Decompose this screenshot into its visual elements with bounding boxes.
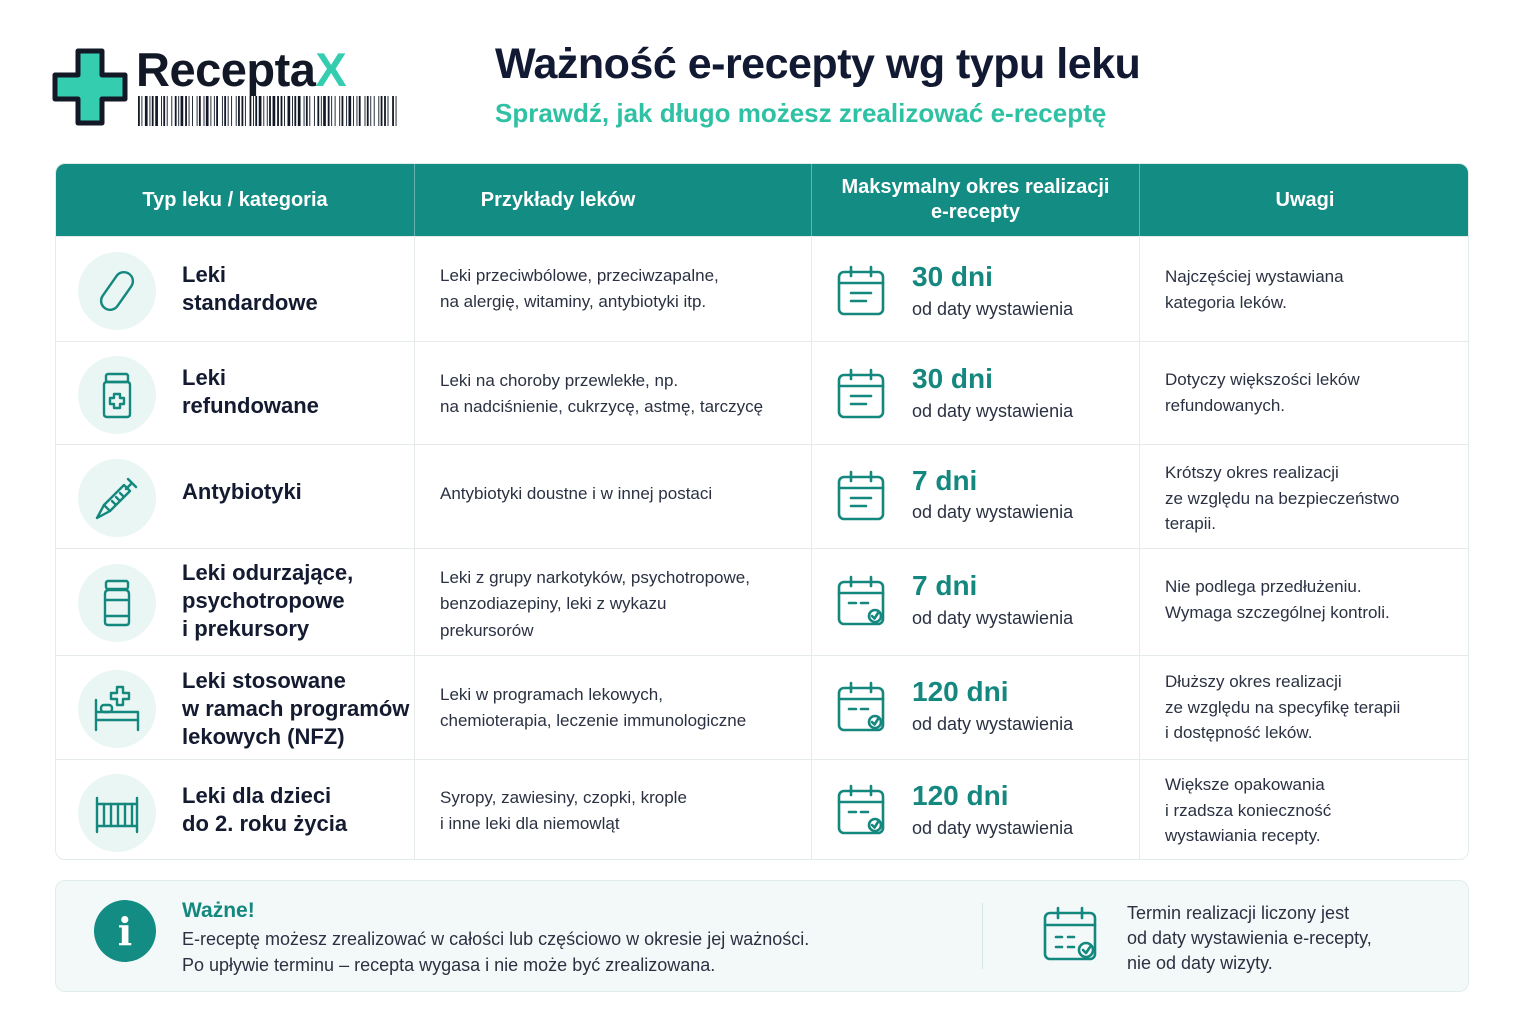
validity-from: od daty wystawienia [912,608,1074,628]
drug-examples: Leki z grupy narkotyków, psychotropowe, benzodiazepiny, leki z wykazu prekursorów [440,568,750,640]
validity-from: od daty wystawienia [912,818,1074,838]
cell-notes [1140,656,1469,759]
cell-examples [415,237,812,341]
page-subtitle: Sprawdź, jak długo możesz zrealizować e-receptę [495,98,1107,128]
info-divider [982,903,983,969]
header-notes [1140,164,1469,236]
table-row [56,655,1469,759]
validity-from: od daty wystawienia [912,299,1074,319]
cell-period [812,445,1140,548]
barcode-icon [138,96,398,126]
info-right-text: Termin realizacji liczony jest od daty wystawienia e-recepty, nie od daty wizyty. [1127,903,1372,974]
cell-type [56,342,415,444]
medical-cross-icon [52,48,128,126]
info-icon: i [94,900,156,962]
medicine-bottle-plus-icon [78,356,156,434]
hospital-bed-icon [78,670,156,748]
row-notes: Dłuższy okres realizacji ze względu na specyfikę terapii i dostępność leków. [1165,672,1401,742]
cell-period [812,237,1140,341]
drug-examples: Leki w programach lekowych, chemioterapia, leczenie immunologiczne [440,685,747,731]
table-row [56,759,1469,860]
validity-from: od daty wystawienia [912,714,1074,734]
brand-name-main: Recepta [136,43,316,96]
info-title: Ważne! [182,899,255,922]
cell-examples [415,656,812,759]
calendar-icon [836,470,886,522]
cell-examples [415,445,812,548]
cell-period [812,342,1140,444]
row-notes: Większe opakowania i rzadsza konieczność wystawiania recepty. [1165,775,1332,845]
validity-days: 30 dni [912,261,993,292]
cell-type [56,445,415,548]
brand-name-accent: X [315,43,347,96]
cell-type [56,656,415,759]
validity-days: 7 dni [912,465,978,496]
logo [52,44,412,134]
cell-period [812,656,1140,759]
cell-notes [1140,760,1469,860]
cell-period [812,549,1140,655]
info-box [55,880,1469,992]
table-row [56,444,1469,548]
cell-notes [1140,342,1469,444]
calendar-icon [836,265,886,317]
cell-notes [1140,549,1469,655]
cell-notes [1140,445,1469,548]
drug-type-label: Leki standardowe [182,262,318,315]
table-row [56,548,1469,655]
row-notes: Dotyczy większości leków refundowanych. [1165,370,1360,415]
row-notes: Krótszy okres realizacji ze względu na bezpieczeństwo terapii. [1165,463,1400,533]
medicine-jar-icon [78,564,156,642]
header-notes-label: Uwagi [1275,188,1335,211]
cell-period [812,760,1140,860]
calendar-icon [836,368,886,420]
header-period-label: Maksymalny okres realizacji e-recepty [841,176,1110,223]
cell-examples [415,549,812,655]
cell-type [56,760,415,860]
syringe-icon [78,459,156,537]
pill-icon [78,252,156,330]
cell-examples [415,342,812,444]
row-notes: Nie podlega przedłużeniu. Wymaga szczególnej kontroli. [1165,577,1390,622]
drug-examples: Leki przeciwbólowe, przeciwzapalne, na alergię, witaminy, antybiotyki itp. [440,266,719,312]
calendar-icon [836,784,886,836]
drug-examples: Leki na choroby przewlekłe, np. na nadciśnienie, cukrzycę, astmę, tarczycę [440,371,764,417]
row-notes: Najczęściej wystawiana kategoria leków. [1165,267,1344,312]
cell-notes [1140,237,1469,341]
validity-from: od daty wystawienia [912,401,1074,421]
table-row [56,341,1469,444]
header-type-label: Typ leku / kategoria [142,188,328,211]
brand-name [136,42,346,97]
table-row [56,236,1469,341]
crib-icon [78,774,156,852]
header-examples [415,164,812,236]
cell-type [56,237,415,341]
drug-type-label: Leki stosowane w ramach programów lekowych (NFZ) [182,668,410,749]
validity-days: 120 dni [912,780,1009,811]
header-type [56,164,415,236]
drug-type-label: Leki dla dzieci do 2. roku życia [182,783,348,836]
page-title: Ważność e-recepty wg typu leku [495,40,1141,88]
table-header [56,164,1469,236]
drug-examples: Syropy, zawiesiny, czopki, krople i inne leki dla niemowląt [440,788,687,834]
calendar-icon [1042,905,1098,963]
drug-type-label: Leki odurzające, psychotropowe i prekursory [182,560,354,641]
drug-examples: Antybiotyki doustne i w innej postaci [440,484,713,503]
drug-type-label: Antybiotyki [182,479,302,504]
validity-days: 30 dni [912,363,993,394]
validity-table [55,163,1469,860]
calendar-icon [836,681,886,733]
drug-type-label: Leki refundowane [182,365,319,418]
cell-examples [415,760,812,860]
cell-type [56,549,415,655]
header-period [812,164,1140,236]
validity-from: od daty wystawienia [912,502,1074,522]
validity-days: 120 dni [912,676,1009,707]
calendar-icon [836,575,886,627]
validity-days: 7 dni [912,570,978,601]
header-examples-label: Przykłady leków [480,188,636,211]
info-text: E-receptę możesz zrealizować w całości lub częściowo w okresie jej ważności. Po upływie terminu – recepta wygasa i nie może być zrealizowana. [182,929,810,976]
